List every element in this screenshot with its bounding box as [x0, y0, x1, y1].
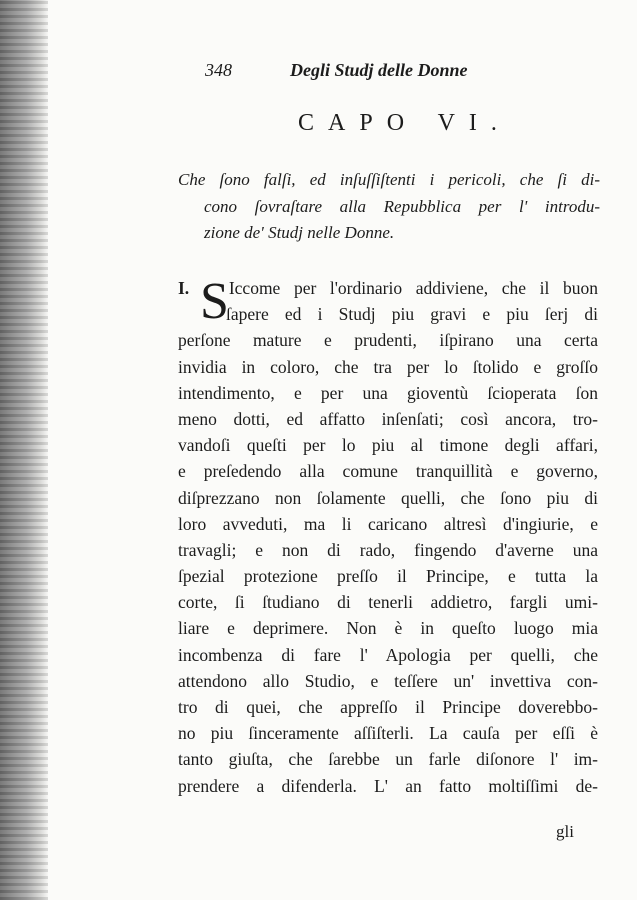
text-line: e preſedendo alla comune tranquillità e governo,: [178, 461, 598, 482]
book-binding-edge: [0, 0, 48, 900]
text-line: intendimento, e per una gioventù ſcioperata ſon: [178, 382, 598, 403]
text-line: ſpezial protezione preſſo il Principe, e tutta la: [178, 566, 598, 587]
chapter-title-line: Che ſono falſi, ed inſuſſiſtenti i pericoli, che ſi di-: [178, 170, 600, 189]
text-line: diſprezzano non ſolamente quelli, che ſono piu di: [178, 487, 598, 508]
running-title: Degli Studj delle Donne: [290, 60, 468, 80]
text-line: vandoſi queſti per lo piu al timone degli affari,: [178, 435, 598, 456]
text-line: meno dotti, ed affatto inſenſati; così ancora, tro-: [178, 408, 598, 429]
chapter-heading: CAPO VI.: [298, 110, 511, 136]
text-line: no piu ſinceramente aſſiſterli. La cauſa per eſſi è: [178, 723, 598, 744]
text-line: attendono allo Studio, e teſſere un' invettiva con-: [178, 670, 598, 691]
chapter-title-line: cono ſovraſtare alla Repubblica per l' introdu-: [204, 196, 600, 216]
text-line: tro di quei, che appreſſo il Principe doverebbo-: [178, 697, 598, 717]
text-line: incombenza di fare l' Apologia per quelli, che: [178, 644, 598, 665]
body-text: [178, 273, 598, 802]
text-line: ſapere ed i Studj piu gravi e piu ſerj di: [226, 304, 598, 325]
text-line: loro avveduti, ma li caricano altresì d'ingiurie, e: [178, 513, 598, 534]
chapter-title: [178, 170, 600, 250]
text-line: corte, ſi ſtudiano di tenerli addietro, fargli umi-: [178, 592, 598, 613]
text-line: invidia in coloro, che tra per lo ſtolido e groſſo: [178, 356, 598, 377]
chapter-title-line: zione de' Studj nelle Donne.: [204, 223, 395, 242]
paragraph-number: I.: [178, 278, 190, 298]
text-line: tanto giuſta, che ſarebbe un farle diſonore l' im-: [178, 749, 598, 770]
drop-cap: S: [200, 273, 229, 330]
first-line-text: Iccome per l'ordinario addiviene, che il buon: [228, 278, 598, 298]
text-line: travagli; e non di rado, fingendo d'averne una: [178, 539, 598, 560]
text-line: prendere a difenderla. L' an fatto moltiſſimi de-: [178, 775, 598, 796]
text-line: perſone mature e prudenti, iſpirano una certa: [178, 330, 598, 351]
catchword: gli: [556, 822, 574, 841]
text-line: liare e deprimere. Non è in queſto luogo mia: [178, 618, 598, 639]
page-number: 348: [205, 60, 232, 80]
